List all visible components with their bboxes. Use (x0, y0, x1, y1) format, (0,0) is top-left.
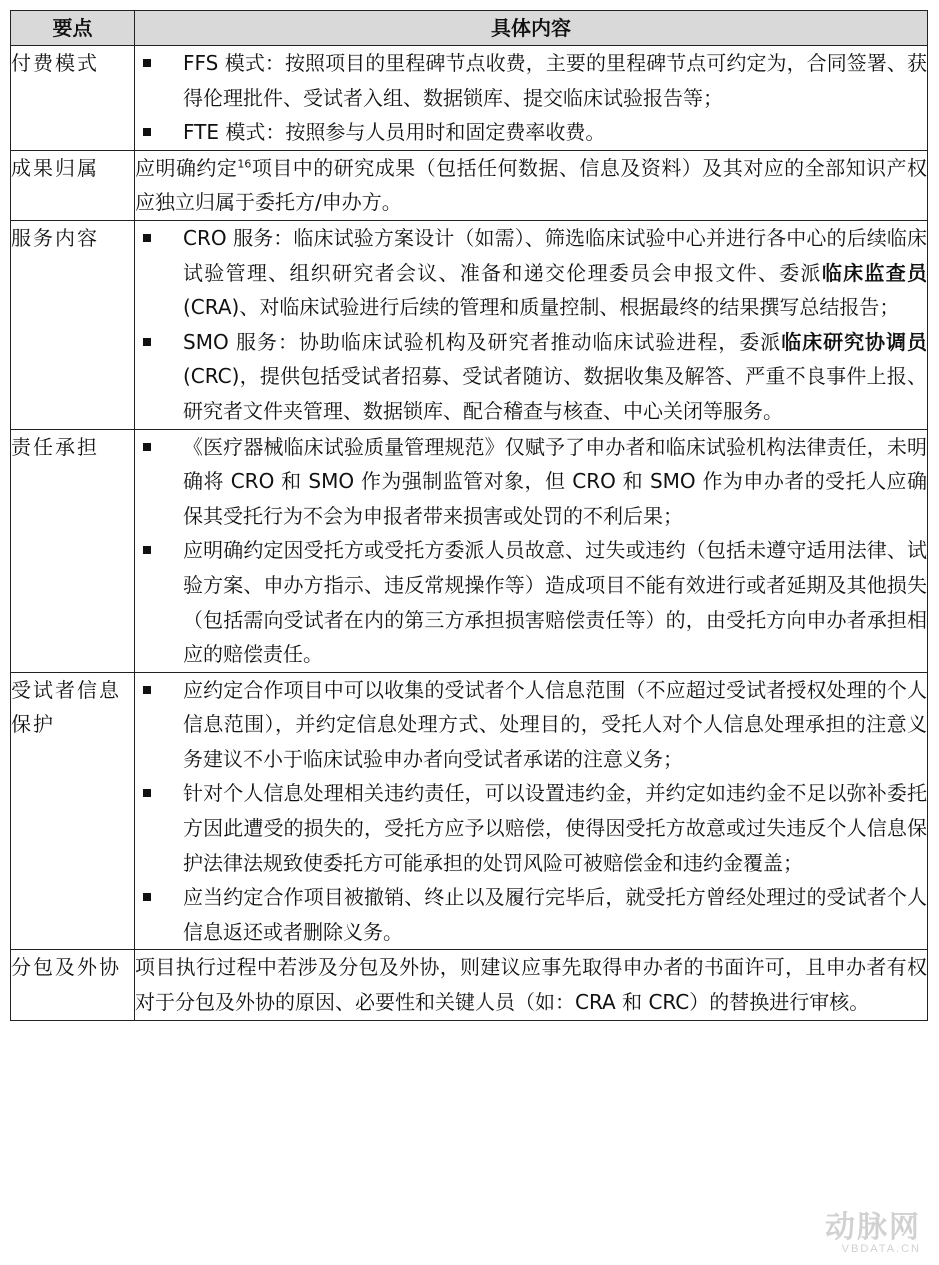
paragraph-text: 项目中的研究成果（包括任何数据、信息及资料）及其对应的全部知识产权应独立归属于委托方/申办方。 (135, 155, 928, 215)
square-bullet-icon (143, 115, 151, 149)
square-bullet-icon (143, 325, 151, 359)
square-bullet-icon (143, 673, 151, 707)
item-text: 针对个人信息处理相关违约责任，可以设置违约金，并约定如违约金不足以弥补委托方因此遭受的损失的，受托方应予以赔偿，使得因受托方故意或过失违反个人信息保护法律法规致使委托方可能承担的处罚风险可被赔偿金和违约金覆盖； (183, 781, 927, 875)
row-key: 分包及外协 (11, 950, 135, 1020)
watermark-logo: 动脉网 (825, 1211, 921, 1244)
bullet-list (135, 221, 927, 429)
table-row (11, 672, 928, 950)
item-text: (CRA)、对临床试验进行后续的管理和质量控制、根据最终的结果撰写总结报告； (183, 295, 900, 320)
item-bold-text: 临床监查员 (821, 260, 928, 285)
row-content (135, 46, 928, 151)
list-item (135, 221, 927, 325)
row-key: 成果归属 (11, 150, 135, 220)
bullet-list (135, 430, 927, 672)
table-row (11, 150, 928, 220)
header-content: 具体内容 (135, 11, 928, 46)
row-key: 受试者信息保护 (11, 672, 135, 950)
bullet-list (135, 673, 927, 950)
paragraph: 项目执行过程中若涉及分包及外协，则建议应事先取得申办者的书面许可，且申办者有权对于分包及外协的原因、必要性和关键人员（如：CRA 和 CRC）的替换进行审核。 (135, 955, 927, 1015)
list-item (135, 46, 927, 115)
item-bold-text: 临床研究协调员 (781, 329, 927, 354)
table-header-row (11, 11, 928, 46)
table-row (11, 46, 928, 151)
content-table (10, 10, 928, 1021)
row-key: 付费模式 (11, 46, 135, 151)
item-text: SMO 服务：协助临床试验机构及研究者推动临床试验进程，委派 (183, 329, 782, 354)
paragraph (135, 151, 927, 220)
square-bullet-icon (143, 880, 151, 914)
square-bullet-icon (143, 46, 151, 80)
watermark-site: VBDATA.CN (841, 1243, 921, 1255)
row-key: 责任承担 (11, 429, 135, 672)
list-item (135, 325, 927, 429)
list-item (135, 115, 927, 150)
row-content (135, 220, 928, 429)
footnote-ref: 16 (237, 157, 252, 171)
row-content (135, 950, 928, 1020)
item-text: 应当约定合作项目被撤销、终止以及履行完毕后，就受托方曾经处理过的受试者个人信息返还或者删除义务。 (183, 885, 927, 944)
list-item (135, 776, 927, 880)
item-text: CRO 服务：临床试验方案设计（如需）、筛选临床试验中心并进行各中心的后续临床试验管理、组织研究者会议、准备和递交伦理委员会申报文件、委派 (183, 225, 927, 285)
item-text: FTE 模式：按照参与人员用时和固定费率收费。 (183, 120, 606, 145)
bullet-list (135, 46, 927, 150)
item-text: 《医疗器械临床试验质量管理规范》仅赋予了申办者和临床试验机构法律责任，未明确将 CRO 和 SMO 作为强制监管对象，但 CRO 和 SMO 作为申办者的受托人应确保其受托行为不会为申报者带来损害或处罚的不利后果； (183, 434, 927, 528)
list-item (135, 880, 927, 949)
square-bullet-icon (143, 221, 151, 255)
header-key: 要点 (11, 11, 135, 46)
item-text: (CRC)，提供包括受试者招募、受试者随访、数据收集及解答、严重不良事件上报、研究者文件夹管理、数据锁库、配合稽查与核查、中心关闭等服务。 (183, 364, 927, 423)
row-key: 服务内容 (11, 220, 135, 429)
square-bullet-icon (143, 430, 151, 464)
item-text: FFS 模式：按照项目的里程碑节点收费，主要的里程碑节点可约定为，合同签署、获得伦理批件、受试者入组、数据锁库、提交临床试验报告等； (183, 51, 927, 110)
item-text: 应明确约定因受托方或受托方委派人员故意、过失或违约（包括未遵守适用法律、试验方案、申办方指示、违反常规操作等）造成项目不能有效进行或者延期及其他损失（包括需向受试者在内的第三方承担损害赔偿责任等）的，由受托方向申办者承担相应的赔偿责任。 (183, 538, 927, 667)
row-content (135, 429, 928, 672)
row-content (135, 672, 928, 950)
item-text: 应约定合作项目中可以收集的受试者个人信息范围（不应超过受试者授权处理的个人信息范围），并约定信息处理方式、处理目的，受托人对个人信息处理承担的注意义务建议不小于临床试验申办者向受试者承诺的注意义务； (183, 677, 927, 771)
list-item (135, 430, 927, 534)
watermark (825, 1213, 921, 1255)
list-item (135, 533, 927, 671)
row-content (135, 150, 928, 220)
table-row (11, 429, 928, 672)
table-row (11, 220, 928, 429)
square-bullet-icon (143, 776, 151, 810)
paragraph-text: 应明确约定 (135, 155, 238, 180)
table-row (11, 950, 928, 1020)
list-item (135, 673, 927, 777)
square-bullet-icon (143, 533, 151, 567)
